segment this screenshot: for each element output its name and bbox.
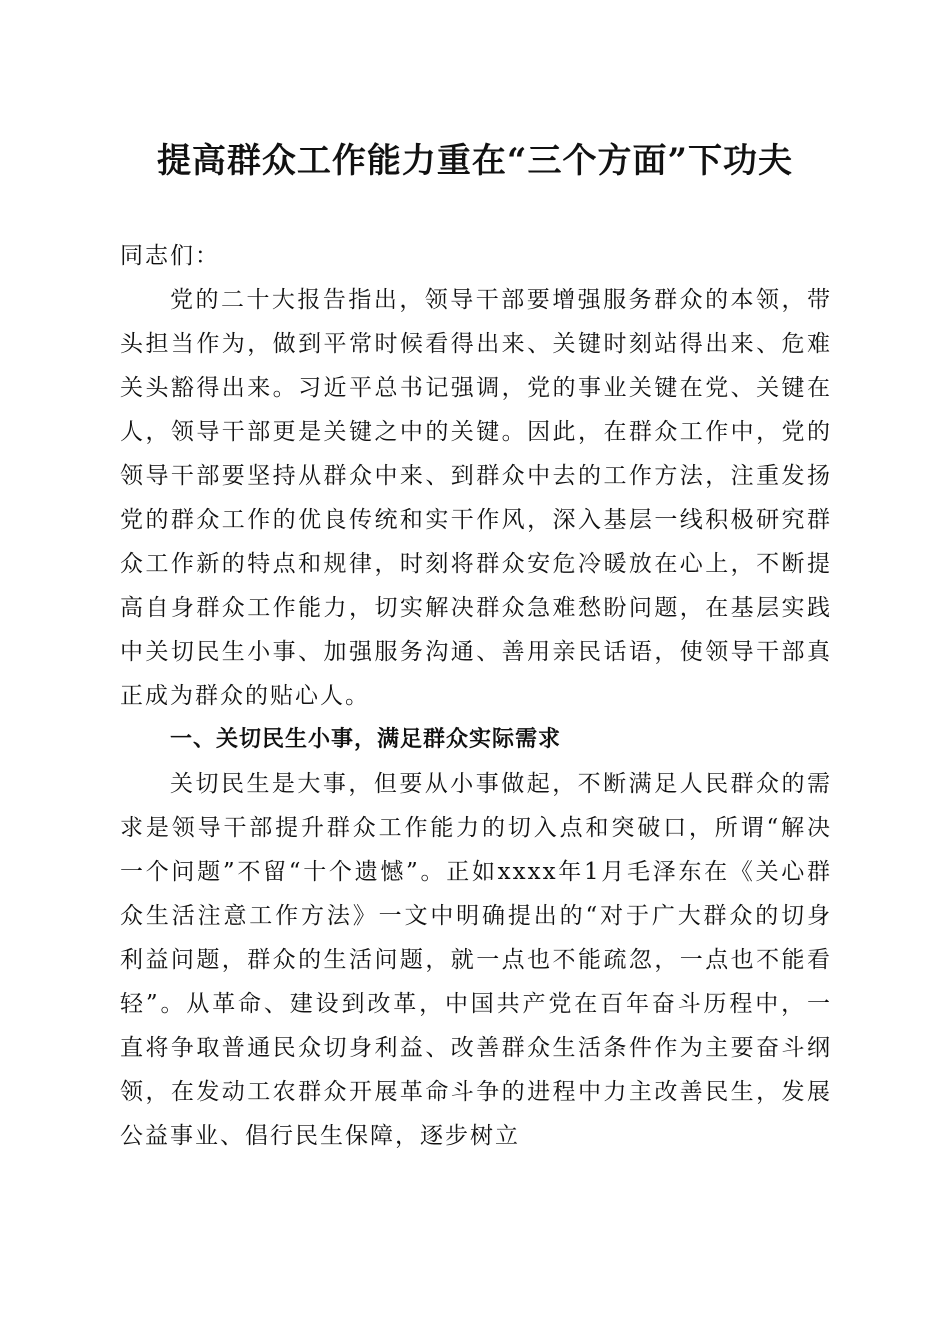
document-body (120, 234, 832, 1158)
document-title: 提高群众工作能力重在“三个方面”下功夫 (156, 141, 794, 181)
paragraph: 关切民生是大事，但要从小事做起，不断满足人民群众的需求是领导干部提升群众工作能力的切入点和突破口，所谓“解决一个问题”不留“十个遗憾”。正如xxxx年1月毛泽东在《关心群众生活注意工作方法》一文中明确提出的“对于广大群众的切身利益问题，群众的生活问题，就一点也不能疏忽，一点也不能看轻”。从革命、建设到改革，中国共产党在百年奋斗历程中，一直将争取普通民众切身利益、改善群众生活条件作为主要奋斗纲领，在发动工农群众开展革命斗争的进程中力主改善民生，发展公益事业、倡行民生保障，逐步树立 (120, 771, 832, 1149)
section-heading: 一、关切民生小事，满足群众实际需求 (170, 727, 562, 752)
paragraph: 党的二十大报告指出，领导干部要增强服务群众的本领，带头担当作为，做到平常时候看得出来、关键时刻站得出来、危难关头豁得出来。习近平总书记强调，党的事业关键在党、关键在人，领导干部更是关键之中的关键。因此，在群众工作中，党的领导干部要坚持从群众中来、到群众中去的工作方法，注重发扬党的群众工作的优良传统和实干作风，深入基层一线积极研究群众工作新的特点和规律，时刻将群众安危冷暖放在心上，不断提高自身群众工作能力，切实解决群众急难愁盼问题，在基层实践中关切民生小事、加强服务沟通、善用亲民话语，使领导干部真正成为群众的贴心人。 (120, 287, 832, 709)
salutation: 同志们： (120, 243, 220, 269)
